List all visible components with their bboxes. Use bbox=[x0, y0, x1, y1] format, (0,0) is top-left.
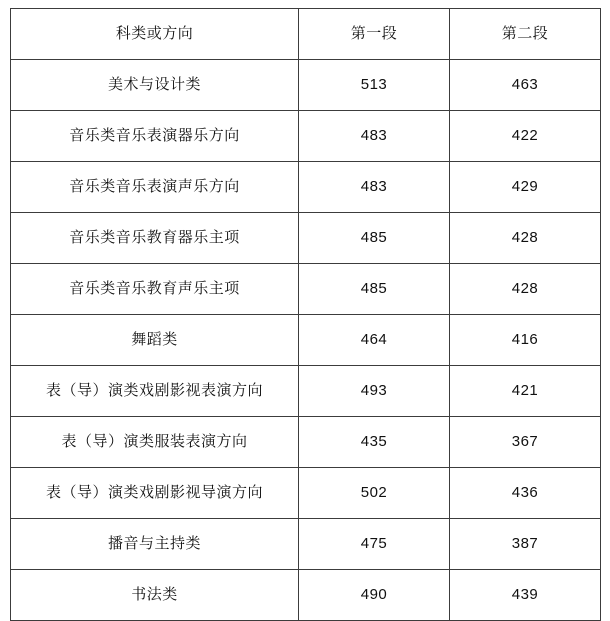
column-header-segment-2: 第二段 bbox=[450, 9, 601, 60]
table-row bbox=[11, 162, 601, 213]
cell-category: 表（导）演类戏剧影视表演方向 bbox=[11, 366, 299, 417]
cell-segment-1: 502 bbox=[299, 468, 450, 519]
cell-segment-1: 513 bbox=[299, 60, 450, 111]
cell-segment-1: 464 bbox=[299, 315, 450, 366]
table-row bbox=[11, 264, 601, 315]
table-row bbox=[11, 213, 601, 264]
cell-category: 美术与设计类 bbox=[11, 60, 299, 111]
table-header bbox=[11, 9, 601, 60]
cell-segment-2: 463 bbox=[450, 60, 601, 111]
cell-segment-2: 387 bbox=[450, 519, 601, 570]
cell-category: 表（导）演类戏剧影视导演方向 bbox=[11, 468, 299, 519]
cell-category: 表（导）演类服装表演方向 bbox=[11, 417, 299, 468]
cell-category: 音乐类音乐表演声乐方向 bbox=[11, 162, 299, 213]
cell-segment-1: 490 bbox=[299, 570, 450, 621]
table-row bbox=[11, 366, 601, 417]
cell-category: 音乐类音乐教育器乐主项 bbox=[11, 213, 299, 264]
cell-category: 音乐类音乐教育声乐主项 bbox=[11, 264, 299, 315]
cell-segment-1: 483 bbox=[299, 111, 450, 162]
cell-category: 舞蹈类 bbox=[11, 315, 299, 366]
table-header-row bbox=[11, 9, 601, 60]
cell-segment-2: 428 bbox=[450, 264, 601, 315]
cell-segment-1: 493 bbox=[299, 366, 450, 417]
cell-segment-2: 428 bbox=[450, 213, 601, 264]
cell-segment-1: 435 bbox=[299, 417, 450, 468]
cell-segment-2: 436 bbox=[450, 468, 601, 519]
cell-segment-1: 485 bbox=[299, 264, 450, 315]
cell-segment-2: 422 bbox=[450, 111, 601, 162]
cell-segment-2: 429 bbox=[450, 162, 601, 213]
table-body bbox=[11, 60, 601, 621]
cell-category: 音乐类音乐表演器乐方向 bbox=[11, 111, 299, 162]
cell-category: 书法类 bbox=[11, 570, 299, 621]
cell-segment-2: 416 bbox=[450, 315, 601, 366]
table-row bbox=[11, 417, 601, 468]
table-row bbox=[11, 60, 601, 111]
cell-segment-1: 475 bbox=[299, 519, 450, 570]
table-row bbox=[11, 315, 601, 366]
column-header-segment-1: 第一段 bbox=[299, 9, 450, 60]
cell-segment-2: 421 bbox=[450, 366, 601, 417]
column-header-category: 科类或方向 bbox=[11, 9, 299, 60]
table-row bbox=[11, 570, 601, 621]
table-row bbox=[11, 519, 601, 570]
cell-segment-1: 483 bbox=[299, 162, 450, 213]
score-table bbox=[10, 8, 601, 621]
table-row bbox=[11, 468, 601, 519]
cell-category: 播音与主持类 bbox=[11, 519, 299, 570]
cell-segment-2: 439 bbox=[450, 570, 601, 621]
cell-segment-2: 367 bbox=[450, 417, 601, 468]
cell-segment-1: 485 bbox=[299, 213, 450, 264]
table-row bbox=[11, 111, 601, 162]
